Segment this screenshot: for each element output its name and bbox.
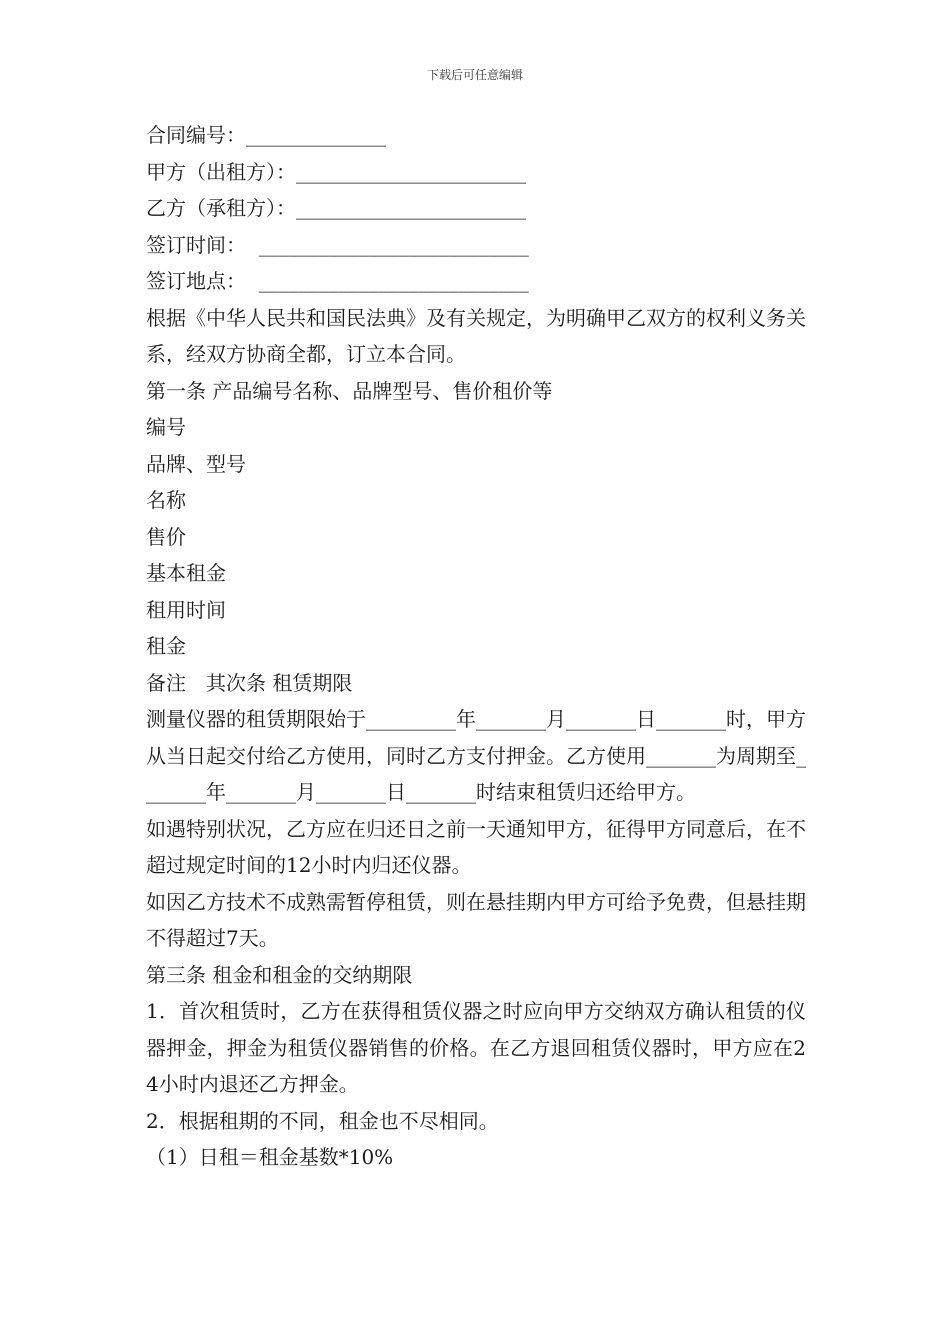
- field-rent: 租金: [146, 634, 186, 658]
- sign-time-line: 签订时间： ___________________________: [146, 232, 529, 257]
- preamble-paragraph: 根据《中华人民共和国民法典》及有关规定，为明确甲乙双方的权利义务关系，经双方协商全都，订立本合同。: [146, 305, 806, 366]
- item-2-paragraph: 2．根据租期的不同，租金也不尽相同。: [146, 1108, 499, 1133]
- lease-term-paragraph: 测量仪器的租赁期限始于_________年_______月_______日_______时，甲方从当日起交付给乙方使用，同时乙方支付押金。乙方使用_______为周期至_______年_______月_______日_______时结束租赁归还给甲方。: [146, 707, 806, 804]
- field-name: 名称: [146, 488, 186, 512]
- field-number: 编号: [146, 415, 186, 439]
- field-brand-model: 品牌、型号: [146, 451, 246, 476]
- article-3-title: 第三条 租金和租金的交纳期限: [146, 962, 413, 987]
- remark-article-2-title: 备注 其次条 租赁期限: [146, 670, 353, 695]
- sign-place-line: 签订地点： ___________________________: [146, 269, 529, 293]
- document-body: [146, 117, 806, 1176]
- special-case-paragraph: 如遇特别状况，乙方应在归还日之前一天通知甲方，征得甲方同意后，在不超过规定时间的12小时内归还仪器。: [146, 816, 806, 877]
- contract-number-line: 合同编号：______________: [146, 123, 386, 147]
- party-a-line: 甲方（出租方）：_______________________: [146, 159, 526, 184]
- item-2-sub-1: （1）日租＝租金基数*10%: [146, 1145, 394, 1169]
- field-base-rent: 基本租金: [146, 561, 226, 585]
- field-rent-time: 租用时间: [146, 597, 226, 622]
- article-1-title: 第一条 产品编号名称、品牌型号、售价租价等: [146, 378, 553, 403]
- party-b-line: 乙方（承租方）：_______________________: [146, 196, 526, 220]
- suspend-case-paragraph: 如因乙方技术不成熟需暂停租赁，则在悬挂期内甲方可给予免费，但悬挂期不得超过7天。: [146, 889, 806, 950]
- item-1-paragraph: 1．首次租赁时，乙方在获得租赁仪器之时应向甲方交纳双方确认租赁的仪器押金，押金为租赁仪器销售的价格。在乙方退回租赁仪器时，甲方应在24小时内退还乙方押金。: [146, 999, 806, 1096]
- field-price: 售价: [146, 524, 186, 549]
- page-header: 下载后可任意编辑: [426, 68, 523, 82]
